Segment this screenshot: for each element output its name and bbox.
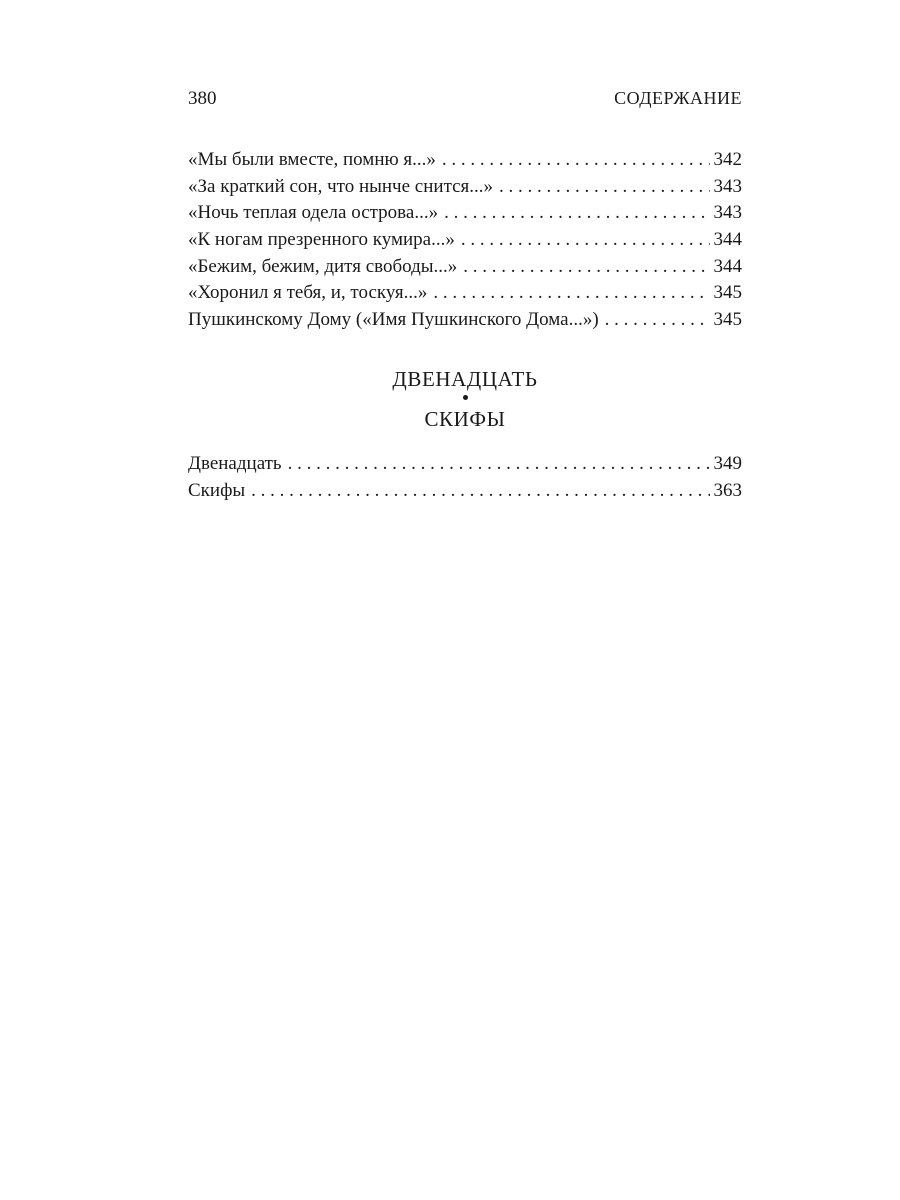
toc-entry-page: 349 xyxy=(713,453,742,474)
running-head xyxy=(188,88,742,118)
running-title: СОДЕРЖАНИЕ xyxy=(614,88,742,108)
toc-entry-page: 344 xyxy=(713,255,742,277)
section-title-twelve: ДВЕНАДЦАТЬ xyxy=(392,367,538,391)
toc-entry-title: «Хоронил я тебя, и, тоскуя...» xyxy=(188,282,428,304)
dot-leader xyxy=(444,200,709,227)
dot-leader xyxy=(251,478,709,505)
toc-entry-title: «К ногам презренного кумира...» xyxy=(188,229,455,251)
toc-list-poems-section xyxy=(188,451,742,504)
toc-entry xyxy=(188,307,742,334)
section-heading xyxy=(188,366,742,432)
toc-entry xyxy=(188,254,742,281)
dot-leader xyxy=(433,280,709,307)
bullet-separator-icon xyxy=(188,392,742,406)
dot-leader xyxy=(605,307,710,334)
toc-entry xyxy=(188,200,742,227)
toc-entry-title: «За краткий сон, что нынче снится...» xyxy=(188,175,494,197)
toc-list-poems xyxy=(188,147,742,334)
toc-entry-page: 343 xyxy=(713,175,742,197)
page-number: 380 xyxy=(188,88,217,109)
toc-entry-page: 342 xyxy=(713,149,742,170)
toc-entry-title: Двенадцать xyxy=(188,453,282,474)
toc-entry-page: 343 xyxy=(713,202,742,224)
dot-leader xyxy=(442,147,710,174)
toc-entry xyxy=(188,451,742,478)
toc-entry xyxy=(188,280,742,307)
toc-entry-page: 345 xyxy=(713,309,742,331)
toc-entry xyxy=(188,478,742,505)
toc-entry xyxy=(188,147,742,174)
toc-entry xyxy=(188,174,742,201)
toc-entry-title: «Ночь теплая одела острова...» xyxy=(188,202,439,224)
toc-entry-page: 363 xyxy=(713,479,742,501)
toc-entry-title: Скифы xyxy=(188,479,246,501)
toc-entry-title: Пушкинскому Дому («Имя Пушкинского Дома...») xyxy=(188,309,599,331)
toc-entry-title: «Мы были вместе, помню я...» xyxy=(188,149,436,170)
dot-leader xyxy=(288,451,710,478)
dot-leader xyxy=(463,254,709,281)
section-title-scythians: СКИФЫ xyxy=(424,407,506,431)
dot-leader xyxy=(461,227,710,254)
toc-entry-title: «Бежим, бежим, дитя свободы...» xyxy=(188,255,458,277)
dot-leader xyxy=(499,174,709,201)
toc-entry xyxy=(188,227,742,254)
toc-entry-page: 345 xyxy=(713,282,742,304)
toc-entry-page: 344 xyxy=(713,229,742,251)
